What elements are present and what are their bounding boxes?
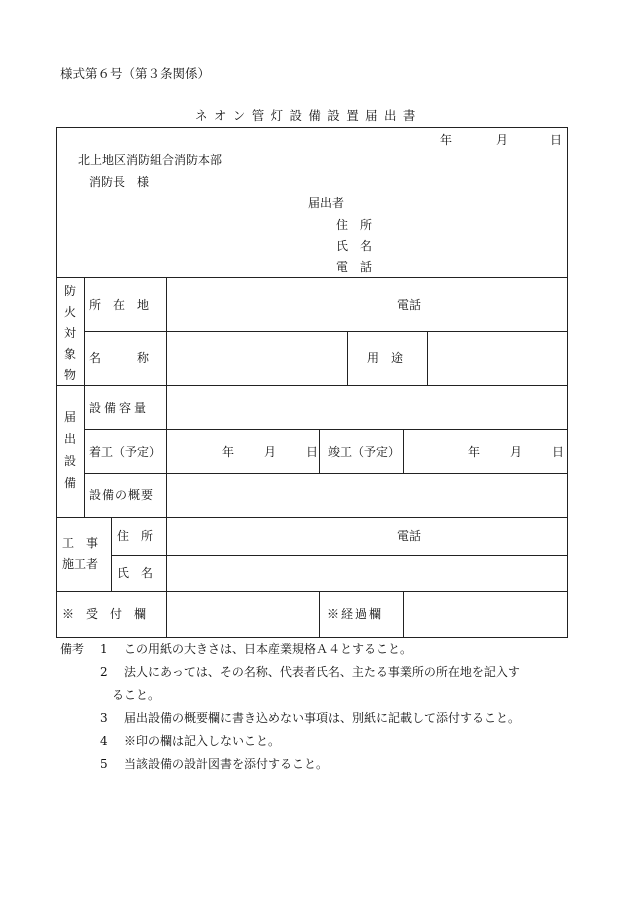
note-2-number: 2 xyxy=(100,665,108,679)
location-label: 所 在 地 xyxy=(89,298,150,312)
rule-complete-left xyxy=(319,429,320,473)
capacity-label: 設備容量 xyxy=(89,401,150,415)
overview-label: 設備の概要 xyxy=(89,488,155,502)
equipment-char-2: 出 xyxy=(64,432,77,446)
notifier-address-label: 住 所 xyxy=(336,218,373,232)
note-3-number: 3 xyxy=(100,711,108,725)
fire-target-char-1: 防 xyxy=(64,284,77,298)
note-2-continuation: ること。 xyxy=(112,688,161,702)
form-title: ネオン管灯設備設置届出書 xyxy=(195,108,422,123)
contractor-name-label: 氏 名 xyxy=(117,566,154,580)
date-year-label: 年 xyxy=(440,133,453,147)
note-4-text: ※印の欄は記入しないこと。 xyxy=(124,734,281,748)
rule-complete-right xyxy=(403,429,404,473)
note-1-number: 1 xyxy=(100,642,108,656)
rule-section-divider xyxy=(84,277,85,517)
complete-year-label: 年 xyxy=(468,445,481,459)
note-5-text: 当該設備の設計図書を添付すること。 xyxy=(124,757,329,771)
equipment-char-4: 備 xyxy=(64,476,77,490)
contractor-label-line1: 工 事 xyxy=(62,536,99,550)
rule-progress-right xyxy=(403,591,404,638)
complete-date-label: 竣工（予定） xyxy=(328,445,401,459)
rule-fire-target-bottom xyxy=(56,385,568,386)
fire-target-char-2: 火 xyxy=(64,305,77,319)
equipment-char-1: 届 xyxy=(64,410,77,424)
start-date-label: 着工（予定） xyxy=(89,445,162,459)
border-left xyxy=(56,127,57,638)
rule-label-divider xyxy=(166,277,167,638)
notifier-phone-label: 電 話 xyxy=(336,260,373,274)
rule-contractor-bottom xyxy=(56,591,568,592)
notifier-name-label: 氏 名 xyxy=(336,239,373,253)
rule-location-bottom xyxy=(84,331,568,332)
rule-capacity-bottom xyxy=(84,429,568,430)
start-month-label: 月 xyxy=(264,445,277,459)
organization-name: 北上地区消防組合消防本部 xyxy=(78,153,223,167)
rule-use-right xyxy=(427,331,428,385)
rule-contractor-divider xyxy=(111,517,112,591)
start-year-label: 年 xyxy=(222,445,235,459)
border-right xyxy=(567,127,568,638)
date-day-label: 日 xyxy=(550,133,563,147)
use-label: 用 途 xyxy=(367,351,404,365)
rule-contractor-address-bottom xyxy=(111,555,568,556)
rule-progress-left xyxy=(319,591,320,638)
rule-schedule-bottom xyxy=(84,473,568,474)
form-number: 様式第６号（第３条関係） xyxy=(60,66,211,81)
rule-addressee-bottom xyxy=(56,277,568,278)
note-5-number: 5 xyxy=(100,757,108,771)
object-name-label: 名 称 xyxy=(89,351,150,365)
location-phone-label: 電話 xyxy=(397,298,422,312)
note-1-text: この用紙の大きさは、日本産業規格Ａ４とすること。 xyxy=(124,642,413,656)
recipient-title: 消防長 様 xyxy=(89,175,150,189)
start-day-label: 日 xyxy=(306,445,319,459)
note-2-text: 法人にあっては、その名称、代表者氏名、主たる事業所の所在地を記入す xyxy=(124,665,520,679)
note-4-number: 4 xyxy=(100,734,108,748)
border-top xyxy=(56,127,568,128)
remarks-heading: 備考 xyxy=(60,642,85,656)
contractor-phone-label: 電話 xyxy=(397,529,422,543)
border-bottom xyxy=(56,637,568,638)
date-month-label: 月 xyxy=(496,133,509,147)
reception-label: ※ 受 付 欄 xyxy=(62,607,147,621)
notification-form-table xyxy=(56,127,568,638)
contractor-label-line2: 施工者 xyxy=(62,557,99,571)
note-3-text: 届出設備の概要欄に書き込めない事項は、別紙に記載して添付すること。 xyxy=(124,711,521,725)
contractor-address-label: 住 所 xyxy=(117,529,154,543)
complete-month-label: 月 xyxy=(510,445,523,459)
rule-use-left xyxy=(347,331,348,385)
rule-equipment-bottom xyxy=(56,517,568,518)
fire-target-char-4: 象 xyxy=(64,347,77,361)
fire-target-char-5: 物 xyxy=(64,368,77,382)
equipment-char-3: 設 xyxy=(64,454,77,468)
complete-day-label: 日 xyxy=(552,445,565,459)
progress-label: ※経過欄 xyxy=(327,607,384,621)
fire-target-char-3: 対 xyxy=(64,326,77,340)
notifier-label: 届出者 xyxy=(308,196,345,210)
